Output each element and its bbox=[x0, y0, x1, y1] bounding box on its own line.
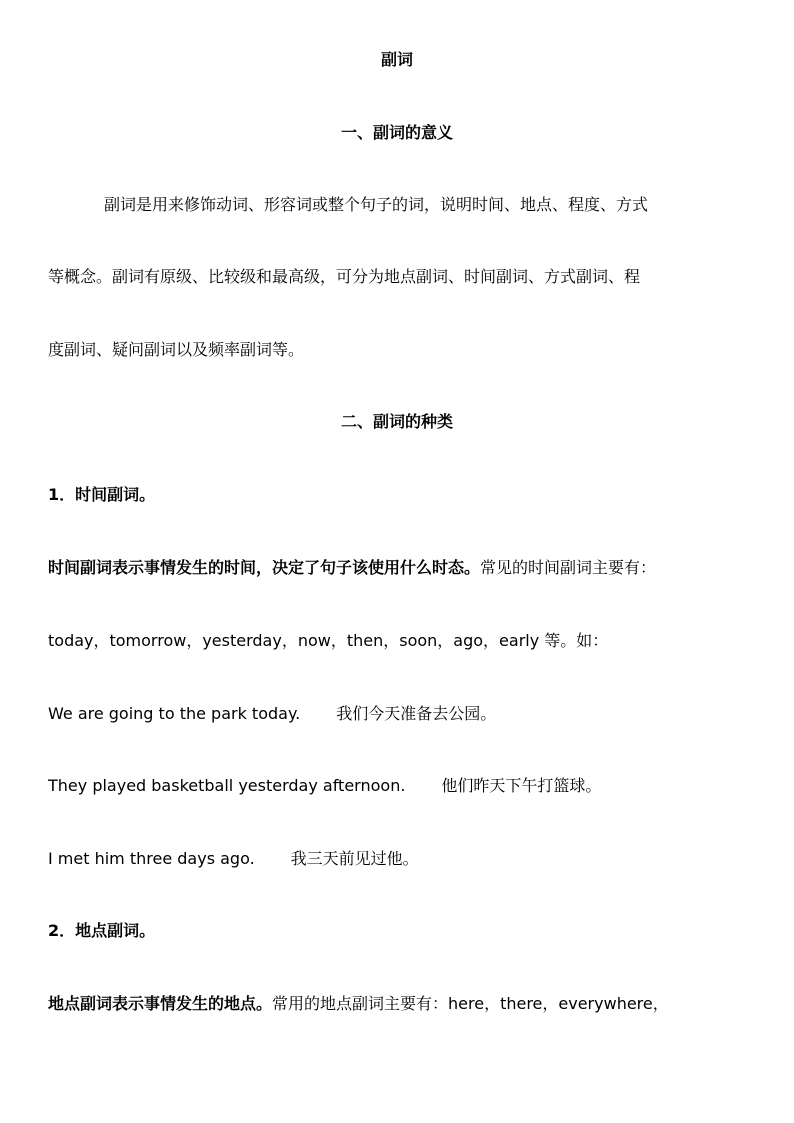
section1-paragraph-line-1: 副词是用来修饰动词、形容词或整个句子的词，说明时间、地点、程度、方式 bbox=[104, 195, 649, 214]
subsection1-heading: 1．时间副词。 bbox=[48, 485, 156, 504]
subsection1-definition-bold: 时间副词表示事情发生的时间，决定了句子该使用什么时态。 bbox=[48, 558, 481, 577]
example-english: They played basketball yesterday afternoon. bbox=[48, 776, 406, 795]
example-chinese: 他们昨天下午打篮球。 bbox=[441, 776, 602, 795]
section1-paragraph-line-3: 度副词、疑问副词以及频率副词等。 bbox=[48, 340, 305, 359]
example-chinese: 我三天前见过他。 bbox=[290, 849, 419, 868]
example-english: We are going to the park today. bbox=[48, 704, 301, 723]
example-english: I met him three days ago. bbox=[48, 849, 255, 868]
example-sentence bbox=[48, 703, 754, 725]
subsection2-definition-rest: 常用的地点副词主要有：here，there，everywhere， bbox=[272, 994, 669, 1013]
subsection2-heading: 2．地点副词。 bbox=[48, 921, 156, 940]
document-title: 副词 bbox=[380, 50, 413, 69]
subsection1-definition-rest: 常见的时间副词主要有： bbox=[480, 558, 657, 577]
subsection1-definition bbox=[48, 557, 754, 579]
example-chinese: 我们今天准备去公园。 bbox=[336, 704, 497, 723]
subsection2-definition-bold: 地点副词表示事情发生的地点。 bbox=[48, 994, 273, 1013]
example-sentence bbox=[48, 848, 754, 870]
subsection2-definition bbox=[48, 993, 754, 1015]
section1-heading: 一、副词的意义 bbox=[340, 123, 453, 142]
subsection1-word-list: today，tomorrow，yesterday，now，then，soon，ago，early 等。如： bbox=[48, 631, 609, 650]
example-sentence bbox=[48, 775, 754, 797]
section1-paragraph-line-2: 等概念。副词有原级、比较级和最高级，可分为地点副词、时间副词、方式副词、程 bbox=[48, 267, 641, 286]
section2-heading: 二、副词的种类 bbox=[340, 412, 453, 431]
